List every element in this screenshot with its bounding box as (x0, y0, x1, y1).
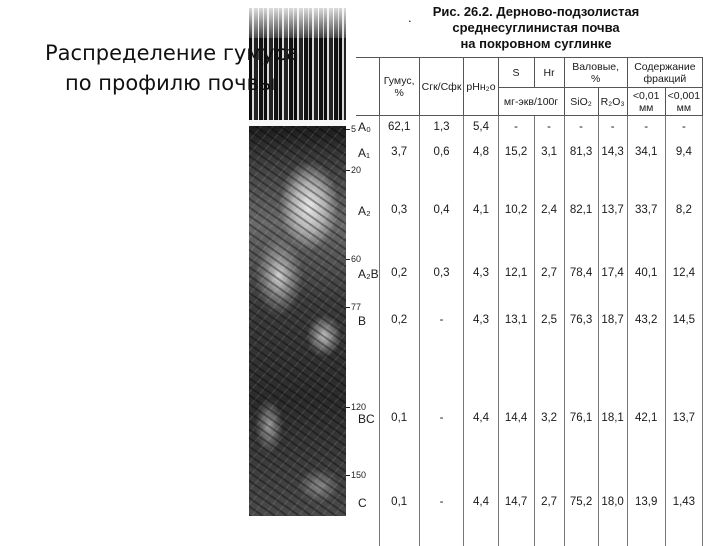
slide-title (40, 38, 340, 98)
cell-ph: 4,4 (464, 488, 498, 546)
cell-cgk-cfk: 0,3 (419, 259, 464, 306)
cell-ph: 4,3 (464, 306, 498, 404)
cell-r2o3: 18,7 (598, 306, 627, 404)
caption-line-2: среднесуглинистая почва (452, 20, 620, 35)
table-row (356, 306, 703, 404)
cell-fraction-001: 34,1 (627, 138, 665, 196)
cell-fraction-001: 40,1 (627, 259, 665, 306)
row-horizon: BC (356, 404, 379, 488)
cell-ph: 4,8 (464, 138, 498, 196)
table-row (356, 488, 703, 546)
cell-hr: 3,2 (534, 404, 564, 488)
cell-s: - (498, 116, 534, 138)
col-header-cgk-cfk: Cгк/Cфк (419, 58, 464, 116)
cell-humus: 3,7 (379, 138, 419, 196)
depth-mark: 60 (346, 254, 361, 264)
col-header-horizon (356, 58, 379, 116)
cell-ph: 4,4 (464, 404, 498, 488)
col-header-lt0001: <0,001 мм (665, 88, 702, 116)
table-row (356, 404, 703, 488)
cell-sio2: 76,3 (564, 306, 598, 404)
cell-cgk-cfk: 1,3 (419, 116, 464, 138)
row-horizon: A₂ (356, 196, 379, 259)
col-header-humus: Гумус, % (379, 58, 419, 116)
col-header-ph: pHн₂o (464, 58, 498, 116)
cell-fraction-0001: - (665, 116, 702, 138)
cell-s: 14,7 (498, 488, 534, 546)
col-header-sio2: SiO₂ (564, 88, 598, 116)
cell-s: 13,1 (498, 306, 534, 404)
table-row (356, 259, 703, 306)
cell-r2o3: 18,0 (598, 488, 627, 546)
cell-humus: 0,1 (379, 488, 419, 546)
depth-mark: 20 (346, 165, 361, 175)
col-header-r2o3: R₂O₃ (598, 88, 627, 116)
cell-ph: 5,4 (464, 116, 498, 138)
col-header-hr: Hr (534, 58, 564, 88)
figure-caption (386, 4, 686, 52)
cell-r2o3: 14,3 (598, 138, 627, 196)
col-header-bulk: Валовые, % (564, 58, 627, 88)
cell-r2o3: - (598, 116, 627, 138)
cell-humus: 0,2 (379, 306, 419, 404)
slide-title-line-2: по профилю почвы (65, 71, 276, 95)
cell-sio2: 81,3 (564, 138, 598, 196)
cell-cgk-cfk: 0,6 (419, 138, 464, 196)
depth-mark: 77 (346, 302, 361, 312)
row-horizon: A₁ (356, 138, 379, 196)
cell-fraction-0001: 13,7 (665, 404, 702, 488)
cell-s: 12,1 (498, 259, 534, 306)
cell-humus: 0,3 (379, 196, 419, 259)
cell-hr: 2,4 (534, 196, 564, 259)
cell-fraction-001: - (627, 116, 665, 138)
cell-sio2: - (564, 116, 598, 138)
cell-ph: 4,3 (464, 259, 498, 306)
cell-s: 10,2 (498, 196, 534, 259)
table-row (356, 138, 703, 196)
slide-title-line-1: Распределение гумуса (45, 41, 299, 65)
cell-s: 14,4 (498, 404, 534, 488)
cell-fraction-0001: 12,4 (665, 259, 702, 306)
cell-s: 15,2 (498, 138, 534, 196)
depth-mark: 150 (346, 470, 366, 480)
cell-r2o3: 17,4 (598, 259, 627, 306)
cell-fraction-001: 13,9 (627, 488, 665, 546)
cell-fraction-0001: 8,2 (665, 196, 702, 259)
cell-cgk-cfk: - (419, 306, 464, 404)
caption-line-1: Рис. 26.2. Дерново-подзолистая (432, 4, 640, 19)
row-horizon: C (356, 488, 379, 546)
cell-hr: 2,5 (534, 306, 564, 404)
caption-line-3: на покровном суглинке (460, 36, 612, 51)
col-header-lt001: <0,01 мм (627, 88, 665, 116)
cell-fraction-001: 42,1 (627, 404, 665, 488)
cell-r2o3: 18,1 (598, 404, 627, 488)
cell-cgk-cfk: 0,4 (419, 196, 464, 259)
cell-fraction-0001: 9,4 (665, 138, 702, 196)
cell-cgk-cfk: - (419, 488, 464, 546)
cell-hr: 2,7 (534, 259, 564, 306)
cell-ph: 4,1 (464, 196, 498, 259)
caption-marker: . (408, 10, 412, 25)
cell-fraction-0001: 14,5 (665, 306, 702, 404)
cell-sio2: 78,4 (564, 259, 598, 306)
cell-hr: - (534, 116, 564, 138)
cell-fraction-001: 43,2 (627, 306, 665, 404)
col-header-fractions: Содержание фракций (627, 58, 702, 88)
cell-sio2: 82,1 (564, 196, 598, 259)
cell-fraction-0001: 1,43 (665, 488, 702, 546)
cell-hr: 3,1 (534, 138, 564, 196)
cell-humus: 0,1 (379, 404, 419, 488)
cell-humus: 0,2 (379, 259, 419, 306)
soil-properties-table (356, 57, 703, 546)
depth-mark: 120 (346, 402, 366, 412)
row-horizon: A₀ (356, 116, 379, 138)
table-row (356, 196, 703, 259)
cell-sio2: 76,1 (564, 404, 598, 488)
cell-cgk-cfk: - (419, 404, 464, 488)
row-horizon: A₂B (356, 259, 379, 306)
cell-hr: 2,7 (534, 488, 564, 546)
cell-humus: 62,1 (379, 116, 419, 138)
row-horizon: B (356, 306, 379, 404)
col-header-s: S (498, 58, 534, 88)
cell-r2o3: 13,7 (598, 196, 627, 259)
cell-fraction-001: 33,7 (627, 196, 665, 259)
col-header-unit: мг-экв/100г (498, 88, 564, 116)
table-row (356, 116, 703, 138)
depth-mark: 5 (346, 124, 356, 134)
cell-sio2: 75,2 (564, 488, 598, 546)
